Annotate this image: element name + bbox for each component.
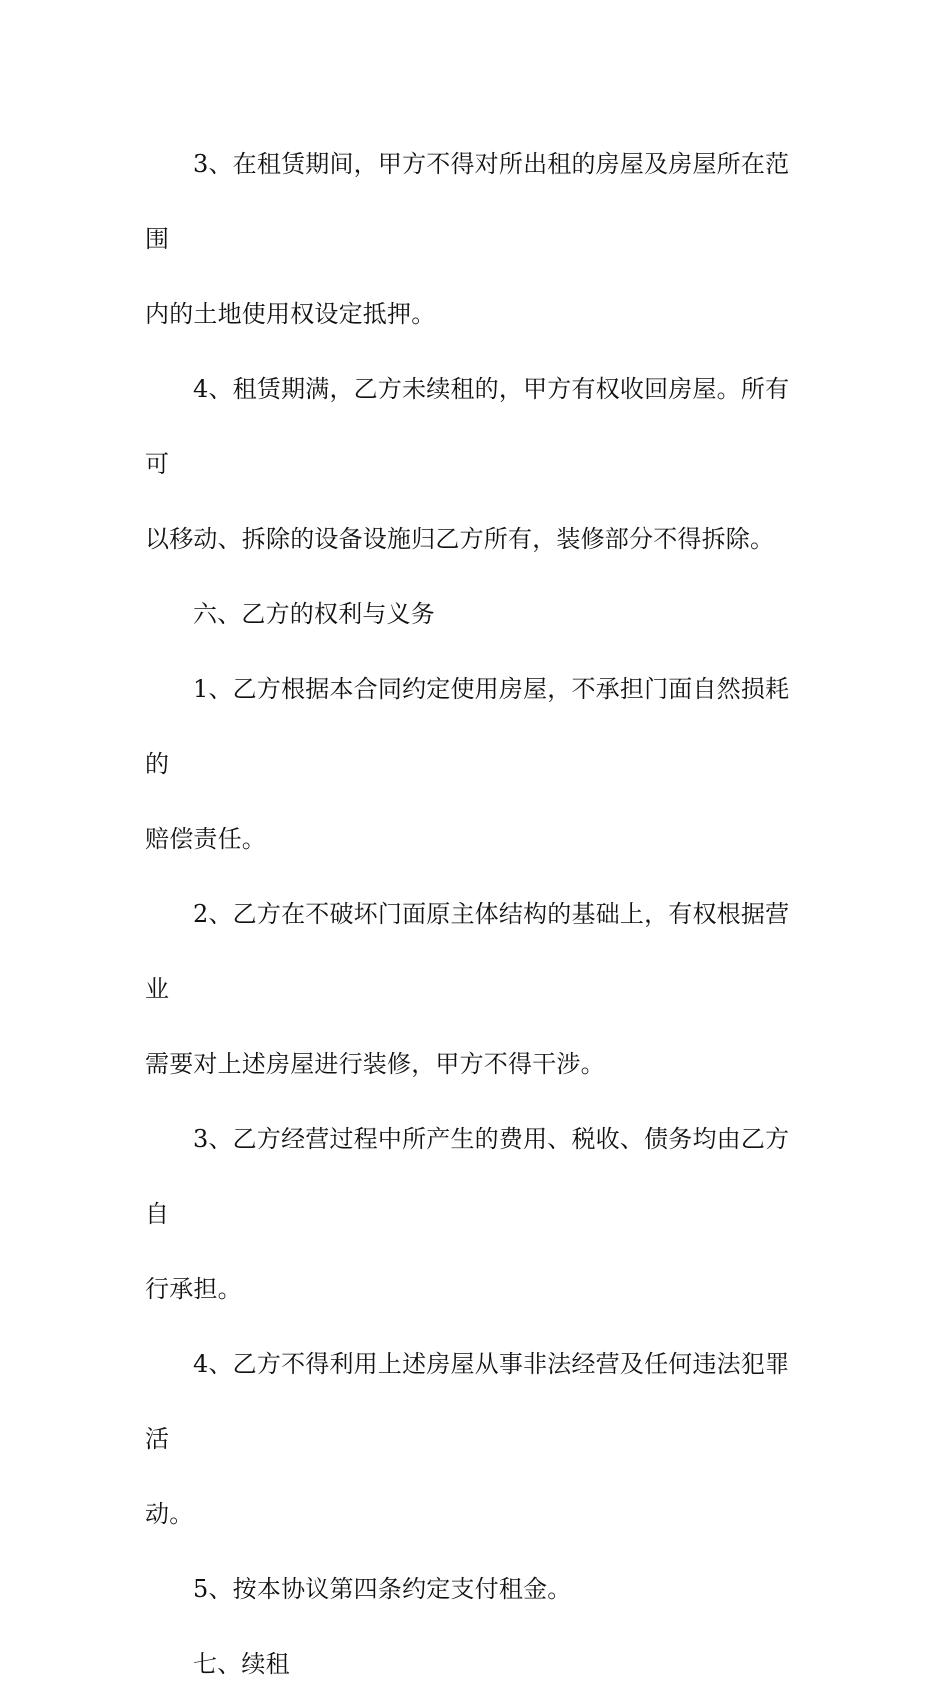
- section-heading-7: [145, 1627, 810, 1702]
- text-line: 1、乙方根据本合同约定使用房屋，不承担门面自然损耗的: [145, 675, 790, 778]
- text-line: 2、乙方在不破坏门面原主体结构的基础上，有权根据营业: [145, 900, 790, 1003]
- text-line: 3、乙方经营过程中所产生的费用、税收、债务均由乙方自: [145, 1125, 790, 1228]
- paragraph-clause-6-5: [145, 1552, 810, 1627]
- text-line: 5、按本协议第四条约定支付租金。: [193, 1575, 572, 1603]
- text-line: 3、在租赁期间，甲方不得对所出租的房屋及房屋所在范围: [145, 150, 790, 253]
- text-line: 内的土地使用权设定抵押。: [145, 300, 436, 328]
- paragraph-clause-6-2: [145, 877, 810, 1102]
- text-line: 动。: [145, 1500, 194, 1528]
- text-line: 以移动、拆除的设备设施归乙方所有，装修部分不得拆除。: [145, 525, 775, 553]
- document-body: [145, 127, 810, 1702]
- text-line: 需要对上述房屋进行装修，甲方不得干涉。: [145, 1050, 605, 1078]
- text-line: 4、租赁期满，乙方未续租的，甲方有权收回房屋。所有可: [145, 375, 790, 478]
- paragraph-clause-5-4: [145, 352, 810, 577]
- section-heading-6: [145, 577, 810, 652]
- paragraph-clause-6-4: [145, 1327, 810, 1552]
- text-line: 行承担。: [145, 1275, 242, 1303]
- text-line: 六、乙方的权利与义务: [193, 600, 435, 628]
- paragraph-clause-6-3: [145, 1102, 810, 1327]
- paragraph-clause-6-1: [145, 652, 810, 877]
- text-line: 七、续租: [193, 1650, 290, 1678]
- paragraph-clause-5-3: [145, 127, 810, 352]
- text-line: 赔偿责任。: [145, 825, 266, 853]
- text-line: 4、乙方不得利用上述房屋从事非法经营及任何违法犯罪活: [145, 1350, 790, 1453]
